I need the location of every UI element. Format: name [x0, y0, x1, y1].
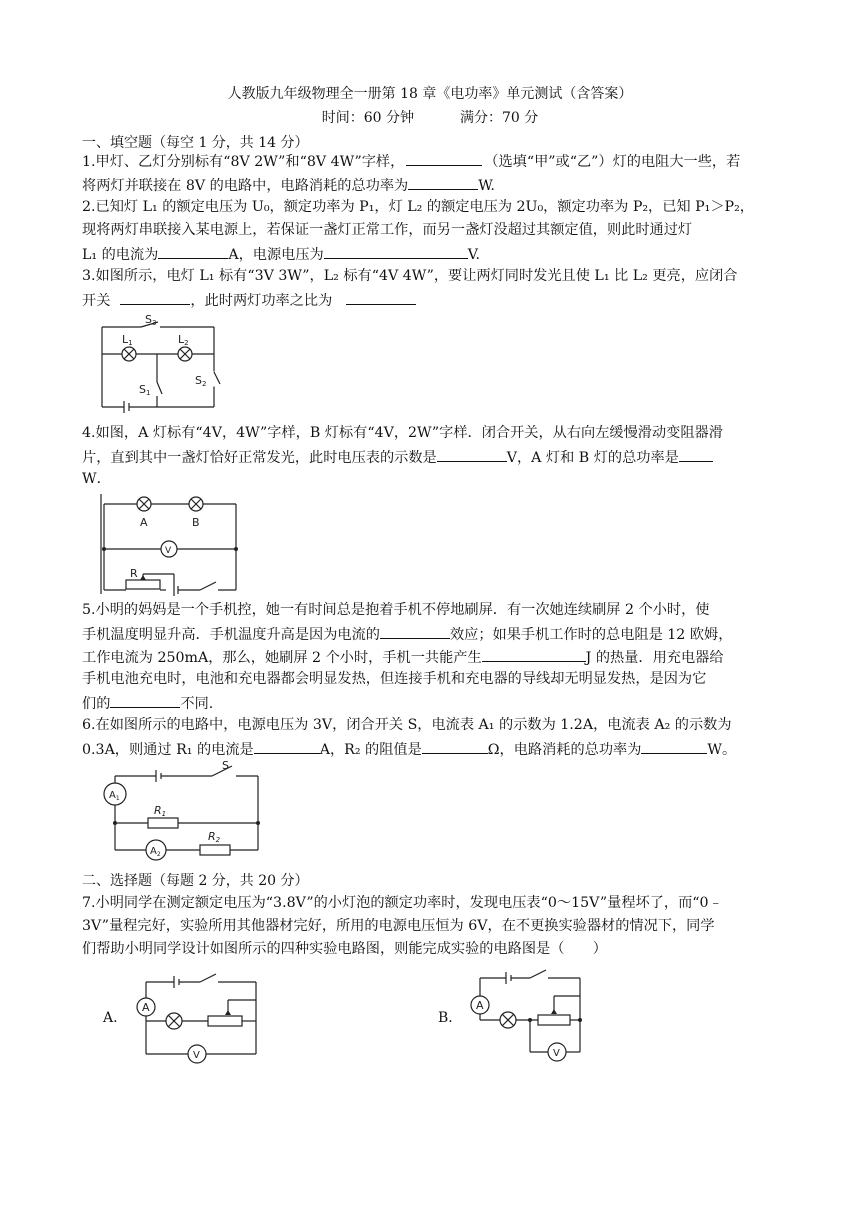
q2-blank-2[interactable]: [324, 243, 468, 259]
q4-line-1: 4.如图，A 灯标有“4V，4W”字样，B 灯标有“4V，2W”字样．闭合开关，从右向左缓慢滑动变阻器滑: [82, 425, 723, 441]
q3-text-b: ，此时两灯功率之比为: [190, 293, 333, 309]
q7-option-b-diagram: [468, 964, 594, 1064]
q2-text-b: A，电源电压为: [228, 247, 324, 263]
q2-line-3: [82, 243, 782, 265]
q7-line-3: 们帮助小明同学设计如图所示的四种实验电路图，则能完成实验的电路图是（ ）: [82, 941, 607, 957]
q2-blank-1[interactable]: [158, 243, 228, 259]
q4-label-b: B: [192, 516, 200, 529]
q5-text-e: 们的: [82, 696, 111, 712]
q7b-voltmeter-label: V: [553, 1048, 560, 1059]
q3-circuit-diagram: [96, 312, 226, 414]
q2-line-2: 现将两灯串联接入某电源上，若保证一盏灯正常工作，而另一盏灯没超过其额定值，则此时通过灯: [82, 222, 693, 238]
q6-text-d: W。: [707, 742, 737, 758]
q3-label-s3: S3: [145, 313, 157, 327]
q7-option-a-label[interactable]: A.: [103, 1010, 118, 1026]
q7-option-b-label[interactable]: B.: [438, 1010, 453, 1026]
q3-blank-2[interactable]: [346, 289, 416, 305]
q3-line-2: [82, 289, 782, 311]
q6-circuit-diagram: [100, 760, 268, 864]
time-limit: 时间：60 分钟: [321, 110, 414, 126]
q5-text-a: 手机温度明显升高．手机温度升高是因为电流的: [82, 627, 380, 643]
section-choice-heading: 二、选择题（每题 2 分，共 20 分）: [82, 873, 309, 889]
q5-text-f: 不同.: [180, 696, 214, 712]
q4-voltmeter-label: V: [165, 546, 172, 556]
q4-text-b: V，A 灯和 B 灯的总功率是: [506, 450, 679, 466]
q3-text-a: 开关: [82, 293, 111, 309]
q6-ammeter-a1-label: $A_1$: [109, 790, 120, 802]
q4-blank-2[interactable]: [679, 446, 713, 462]
q6-blank-2[interactable]: [422, 738, 488, 754]
q5-line-2: [82, 623, 782, 645]
q6-label-r1: R1: [154, 804, 167, 818]
q6-line-2: [82, 738, 782, 760]
q5-blank-3[interactable]: [110, 692, 180, 708]
q5-blank-1[interactable]: [380, 623, 450, 639]
q5-line-4: 手机电池充电时，电池和充电器都会明显发热，但连接手机和充电器的导线却无明显发热，是因为它: [82, 671, 707, 687]
q2-text-a: L₁ 的电流为: [82, 247, 159, 263]
q6-label-r2: R2: [208, 830, 221, 844]
q1-line-2: [82, 174, 782, 196]
q4-label-r: R: [130, 567, 138, 580]
q1-text-a: 1.甲灯、乙灯分别标有“8V 2W”和“8V 4W”字样，: [82, 154, 405, 170]
q6-blank-3[interactable]: [641, 738, 707, 754]
q6-label-s: S: [222, 760, 229, 772]
q4-circuit-diagram: [98, 492, 242, 596]
document-title: 人教版九年级物理全一册第 18 章《电功率》单元测试（含答案）: [227, 86, 633, 102]
q3-label-s1: S1: [139, 383, 151, 397]
q1-blank-2[interactable]: [408, 174, 478, 190]
q6-text-c: Ω，电路消耗的总功率为: [487, 742, 642, 758]
q7a-voltmeter-label: V: [193, 1050, 200, 1061]
q6-text-a: 0.3A，则通过 R₁ 的电流是: [82, 742, 254, 758]
q1-text-c: 将两灯并联接在 8V 的电路中，电路消耗的总功率为: [82, 178, 409, 194]
q5-blank-2[interactable]: [482, 646, 586, 662]
full-score: 满分：70 分: [460, 110, 539, 126]
q4-line-2: [82, 446, 782, 468]
q5-line-3: [82, 646, 782, 668]
q5-text-b: 效应；如果手机工作时的总电阻是 12 欧姆，: [449, 627, 733, 643]
time-score-line: [0, 107, 860, 127]
q5-text-c: 工作电流为 250mA，那么，她刷屏 2 个小时，手机一共能产生: [82, 650, 482, 666]
q7a-ammeter-label: A: [142, 1001, 150, 1014]
q4-label-a: A: [140, 516, 148, 529]
section-fill-blank-heading: 一、填空题（每空 1 分，共 14 分）: [82, 135, 309, 151]
q1-text-b: （选填“甲”或“乙”）灯的电阻大一些，若: [484, 154, 741, 170]
q3-label-l1: L1: [122, 333, 133, 347]
q5-line-5: [82, 692, 782, 714]
q4-line-3: W．: [82, 471, 111, 487]
q1-blank-1[interactable]: [406, 150, 482, 166]
q5-line-1: 5.小明的妈妈是一个手机控，她一有时间总是抱着手机不停地刷屏．有一次她连续刷屏 2 个小时，使: [82, 602, 710, 618]
q2-text-c: V.: [467, 247, 481, 263]
q2-line-1: 2.已知灯 L₁ 的额定电压为 U₀，额定功率为 P₁，灯 L₂ 的额定电压为 2U₀，额定功率为 P₂，已知 P₁＞P₂，: [82, 199, 754, 215]
q6-text-b: A，R₂ 的阻值是: [319, 742, 422, 758]
q3-label-l2: L2: [178, 333, 189, 347]
q1-text-d: W.: [478, 178, 495, 194]
q7-line-1: 7.小明同学在测定额定电压为“3.8V”的小灯泡的额定功率时，发现电压表“0～15V”量程坏了，而“0﹣: [82, 895, 723, 911]
q1-line-1: [82, 150, 782, 172]
q3-line-1: 3.如图所示，电灯 L₁ 标有“3V 3W”，L₂ 标有“4V 4W”，要让两灯同时发光且使 L₁ 比 L₂ 更亮，应闭合: [82, 268, 738, 284]
q7b-ammeter-label: A: [476, 999, 484, 1012]
q3-blank-1[interactable]: [120, 289, 190, 305]
q4-blank-1[interactable]: [437, 446, 507, 462]
q5-text-d: J 的热量．用充电器给: [585, 650, 724, 666]
q4-text-a: 片，直到其中一盏灯恰好正常发光，此时电压表的示数是: [82, 450, 437, 466]
q6-ammeter-a2-label: $A_2$: [150, 846, 161, 858]
q7-line-2: 3V”量程完好，实验所用其他器材完好，所用的电源电压恒为 6V，在不更换实验器材的情况下，同学: [82, 918, 715, 934]
q6-line-1: 6.在如图所示的电路中，电源电压为 3V，闭合开关 S，电流表 A₁ 的示数为 1.2A，电流表 A₂ 的示数为: [82, 717, 732, 733]
q3-label-s2: S2: [195, 374, 207, 388]
q7-option-a-diagram: [134, 966, 268, 1066]
q6-blank-1[interactable]: [254, 738, 320, 754]
